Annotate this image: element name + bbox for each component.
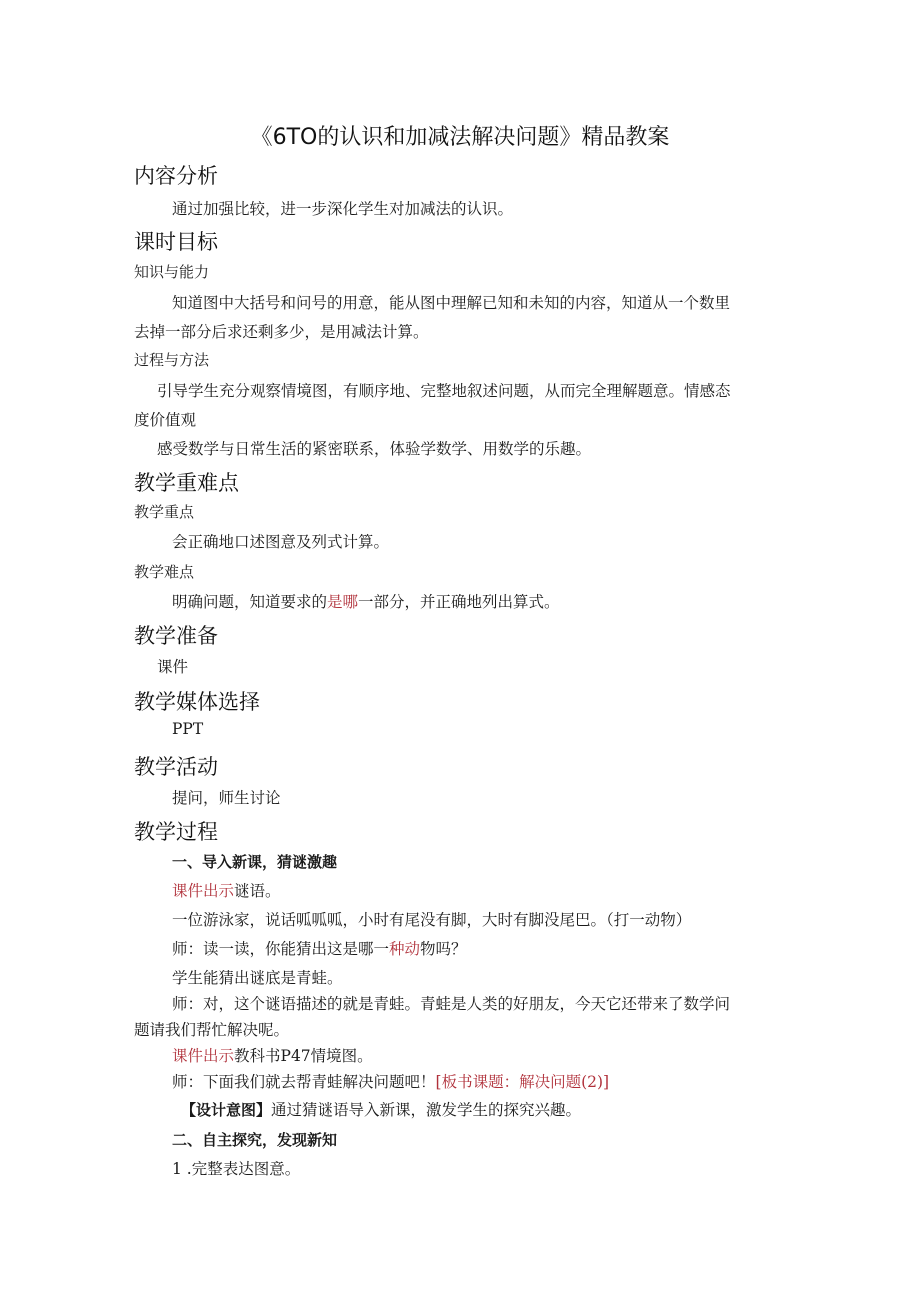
heading-content-analysis: 内容分析 [134, 164, 218, 188]
student-answer: 学生能猜出谜底是青蛙。 [172, 969, 343, 987]
difficulty-post: 一部分，并正确地列出算式。 [358, 593, 560, 611]
courseware-label-1: 课件出示 [172, 882, 235, 900]
teacher-question-highlight: 种动 [389, 940, 421, 958]
part2-title: 二、自主探究，发现新知 [172, 1131, 338, 1149]
teacher-line-a: 师：对，这个谜语描述的就是青蛙。青蛙是人类的好朋友，今天它还带来了数学问 [172, 995, 731, 1013]
attitude-text: 感受数学与日常生活的紧密联系，体验学数学、用数学的乐趣。 [157, 440, 592, 458]
item-1: 1 .完整表达图意。 [172, 1160, 301, 1178]
design-intent-text: 通过猜谜语导入新课，激发学生的探究兴趣。 [271, 1101, 582, 1119]
media-text: PPT [172, 720, 204, 738]
key-text: 会正确地口述图意及列式计算。 [172, 533, 390, 551]
teacher-question-pre: 师：读一读，你能猜出这是哪一 [172, 940, 390, 958]
heading-media: 教学媒体选择 [134, 690, 260, 714]
courseware-label-2: 课件出示 [172, 1047, 235, 1065]
heading-activities: 教学活动 [134, 755, 218, 779]
process-line2: 度价值观 [134, 411, 197, 429]
riddle-text: 一位游泳家，说话呱呱呱，小时有尾没有脚，大时有脚没尾巴。（打一动物） [172, 911, 692, 929]
teacher-question-post: 物吗？ [420, 940, 467, 958]
heading-key-points: 教学重难点 [134, 471, 239, 495]
teacher-line-c [172, 1070, 609, 1092]
preparation-text: 课件 [157, 658, 189, 676]
teacher-line-b: 题请我们帮忙解决呢。 [134, 1021, 290, 1039]
board-title-note: [板书课题：解决问题(2)] [435, 1073, 610, 1091]
content-analysis-text: 通过加强比较，进一步深化学生对加减法的认识。 [172, 200, 514, 218]
heading-process: 教学过程 [134, 820, 218, 844]
difficulty-text [172, 590, 560, 612]
design-intent-label: 【设计意图】 [181, 1101, 272, 1119]
difficulty-pre: 明确问题，知道要求的 [172, 593, 328, 611]
key-label: 教学重点 [134, 503, 195, 521]
difficulty-highlight: 是哪 [327, 593, 359, 611]
heading-objectives: 课时目标 [134, 230, 218, 254]
document-title: 《6TO的认识和加减法解决问题》精品教案 [250, 125, 670, 150]
teacher-line-c-pre: 师：下面我们就去帮青蛙解决问题吧！ [172, 1073, 436, 1091]
knowledge-line2: 去掉一部分后求还剩多少，是用减法计算。 [134, 323, 429, 341]
process-line1: 引导学生充分观察情境图，有顺序地、完整地叙述问题，从而完全理解题意。情感态 [157, 382, 731, 400]
courseware-line-2 [172, 1044, 373, 1066]
activities-text: 提问，师生讨论 [172, 789, 281, 807]
heading-preparation: 教学准备 [134, 624, 218, 648]
design-intent [181, 1098, 581, 1120]
riddle-label: 谜语。 [234, 882, 281, 900]
difficulty-label: 教学难点 [134, 563, 195, 581]
textbook-ref: 教科书P47情境图。 [234, 1047, 373, 1065]
process-label: 过程与方法 [134, 351, 210, 369]
process-line1 [172, 879, 281, 901]
knowledge-label: 知识与能力 [134, 263, 210, 281]
part1-title: 一、导入新课，猜谜激趣 [172, 853, 338, 871]
knowledge-line1: 知道图中大括号和问号的用意，能从图中理解已知和未知的内容，知道从一个数里 [172, 294, 731, 312]
teacher-question [172, 937, 467, 959]
